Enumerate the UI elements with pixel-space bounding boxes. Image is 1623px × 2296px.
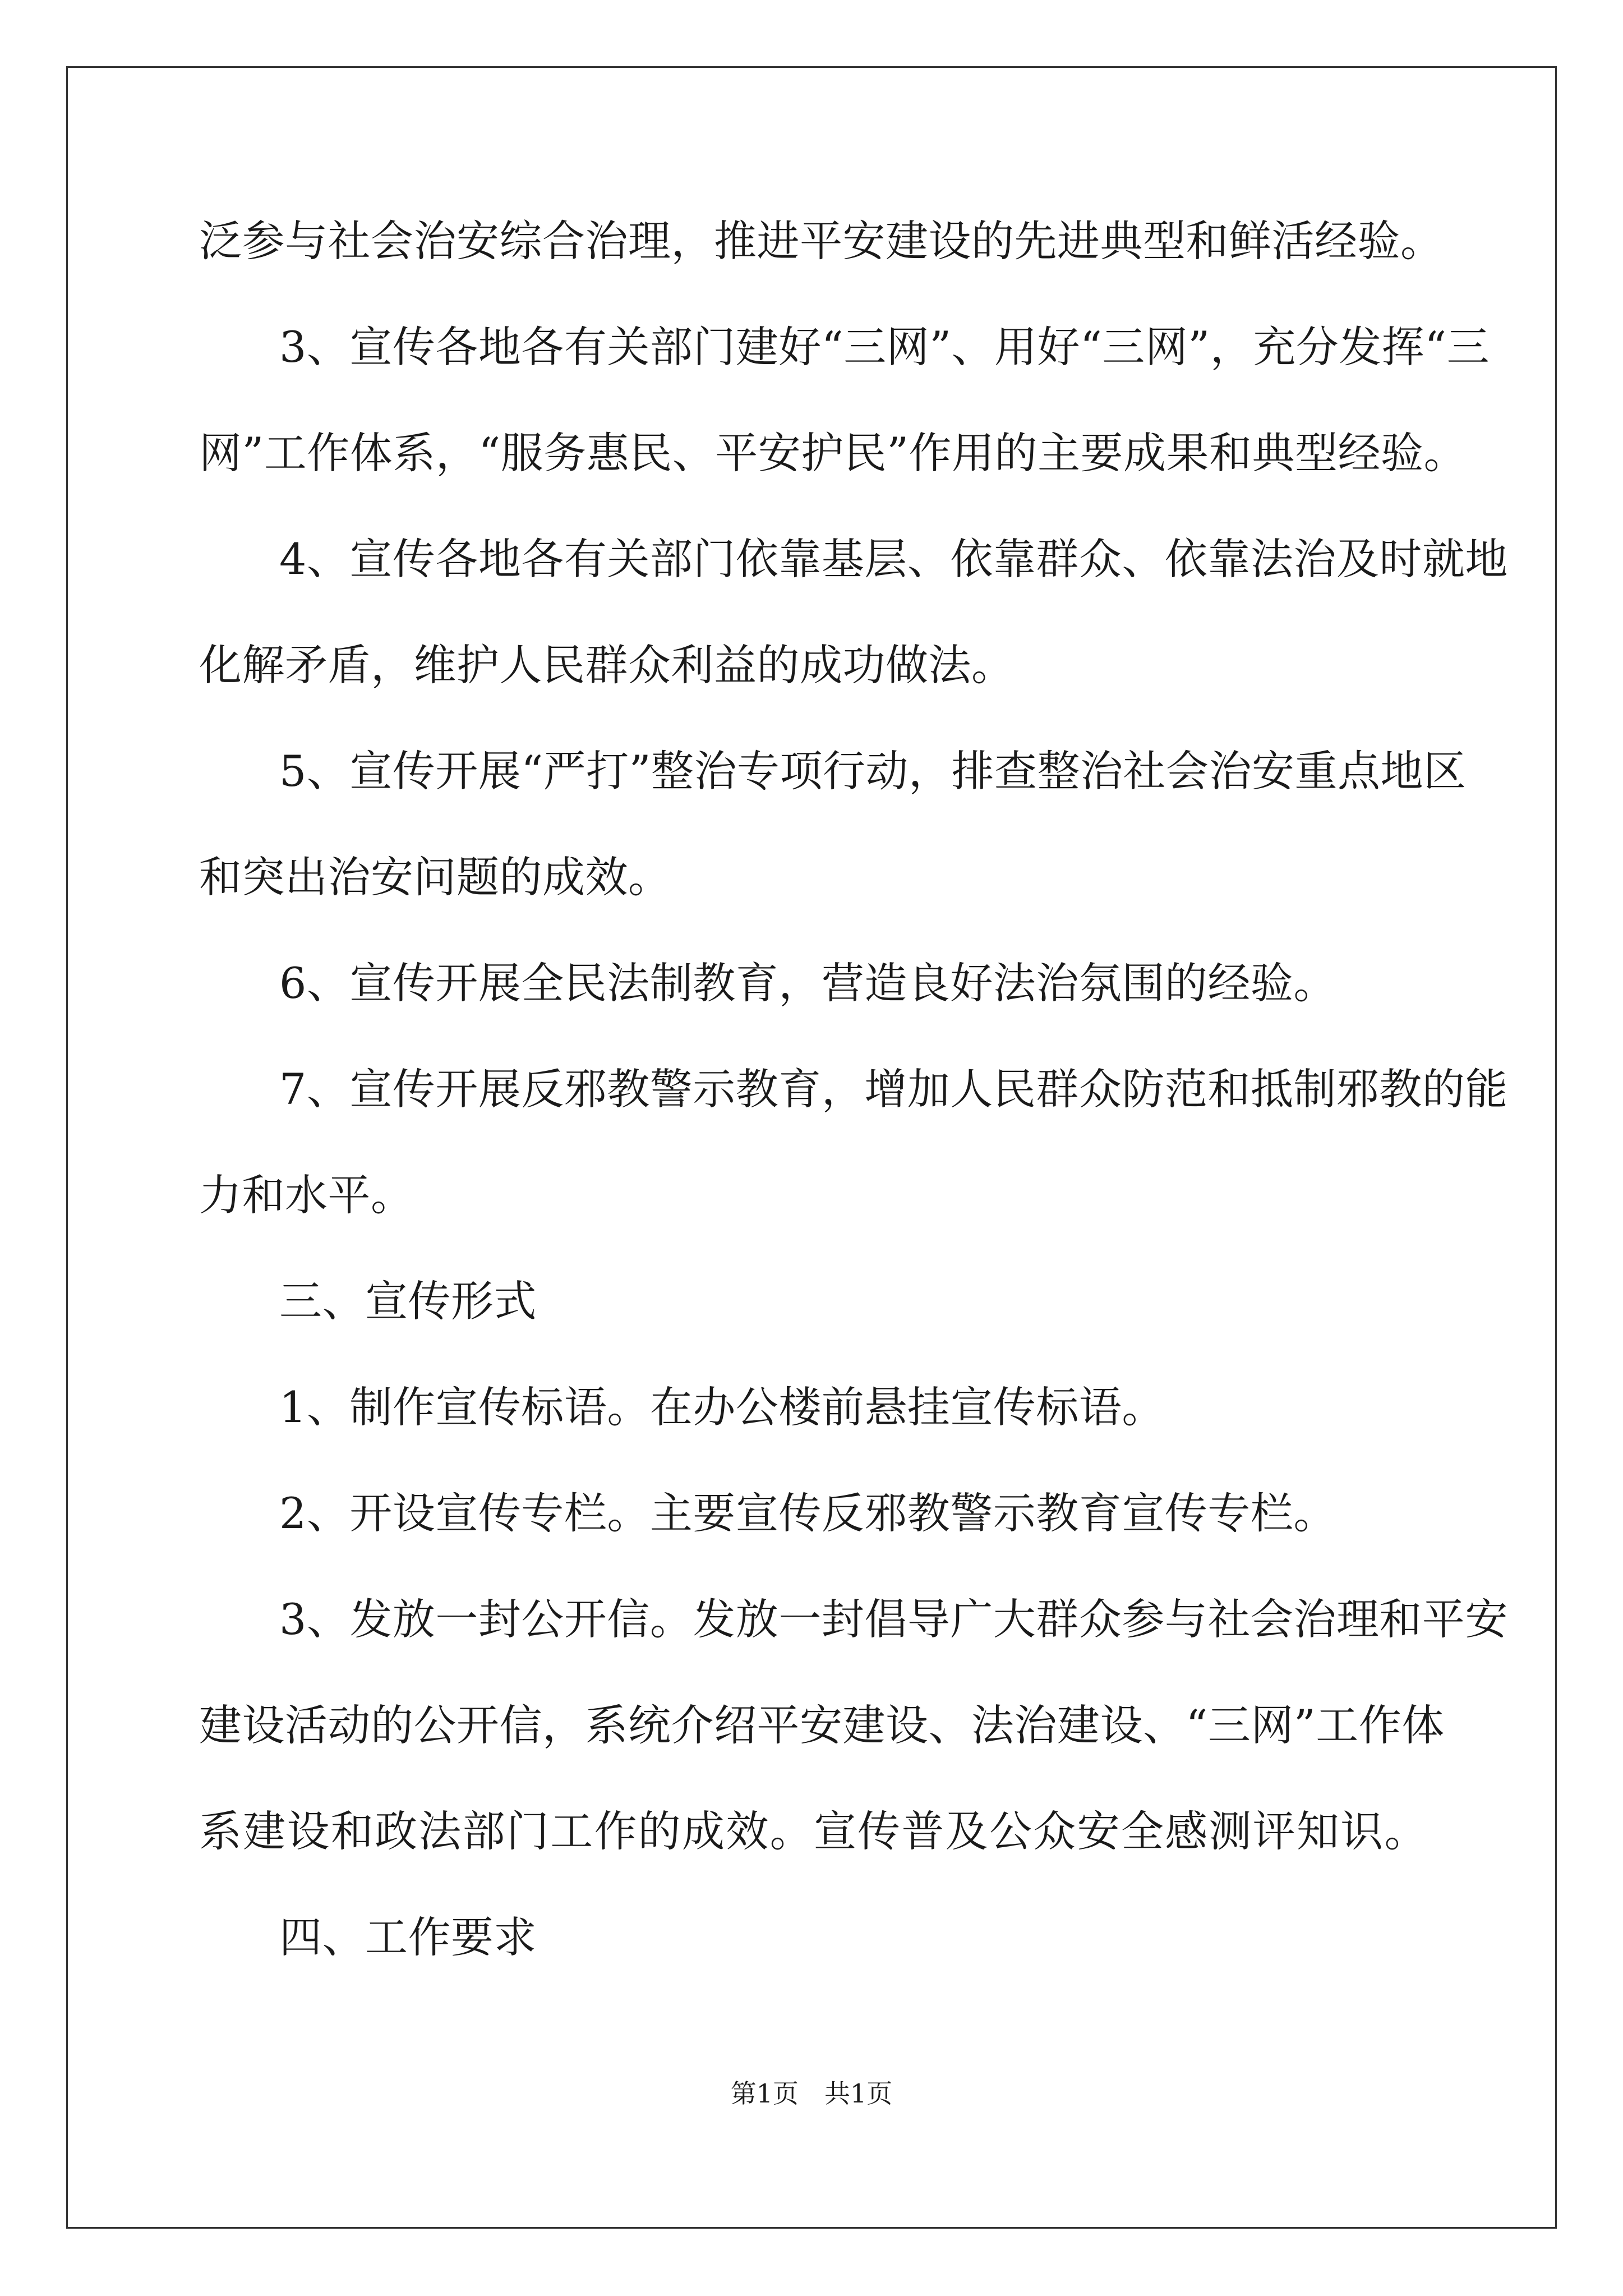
- paragraph-line: 力和水平。: [199, 1170, 414, 1220]
- page-border: [66, 66, 1557, 2229]
- paragraph-line: 6、宣传开展全民法制教育，营造良好法治氛围的经验。: [279, 958, 1336, 1008]
- paragraph-line: 3、宣传各地各有关部门建好“三网”、用好“三网”，充分发挥“三: [279, 322, 1490, 372]
- page-number-footer: 第1页 共1页: [730, 2078, 893, 2109]
- paragraph-line: 4、宣传各地各有关部门依靠基层、依靠群众、依靠法治及时就地: [279, 534, 1508, 584]
- paragraph-line: 5、宣传开展“严打”整治专项行动，排查整治社会治安重点地区: [279, 746, 1467, 796]
- paragraph-line: 泛参与社会治安综合治理，推进平安建设的先进典型和鲜活经验。: [199, 216, 1444, 266]
- paragraph-line: 3、发放一封公开信。发放一封倡导广大群众参与社会治理和平安: [279, 1594, 1508, 1644]
- paragraph-line: 7、宣传开展反邪教警示教育，增加人民群众防范和抵制邪教的能: [279, 1064, 1508, 1114]
- section-heading: 四、工作要求: [279, 1912, 537, 1962]
- paragraph-line: 建设活动的公开信，系统介绍平安建设、法治建设、“三网”工作体: [199, 1700, 1445, 1750]
- paragraph-line: 和突出治安问题的成效。: [199, 852, 671, 902]
- paragraph-line: 1、制作宣传标语。在办公楼前悬挂宣传标语。: [279, 1382, 1165, 1432]
- paragraph-line: 2、开设宣传专栏。主要宣传反邪教警示教育宣传专栏。: [279, 1488, 1336, 1538]
- paragraph-line: 系建设和政法部门工作的成效。宣传普及公众安全感测评知识。: [199, 1806, 1427, 1856]
- paragraph-line: 化解矛盾，维护人民群众利益的成功做法。: [199, 640, 1015, 690]
- section-heading: 三、宣传形式: [279, 1276, 537, 1326]
- paragraph-line: 网”工作体系，“服务惠民、平安护民”作用的主要成果和典型经验。: [199, 428, 1467, 478]
